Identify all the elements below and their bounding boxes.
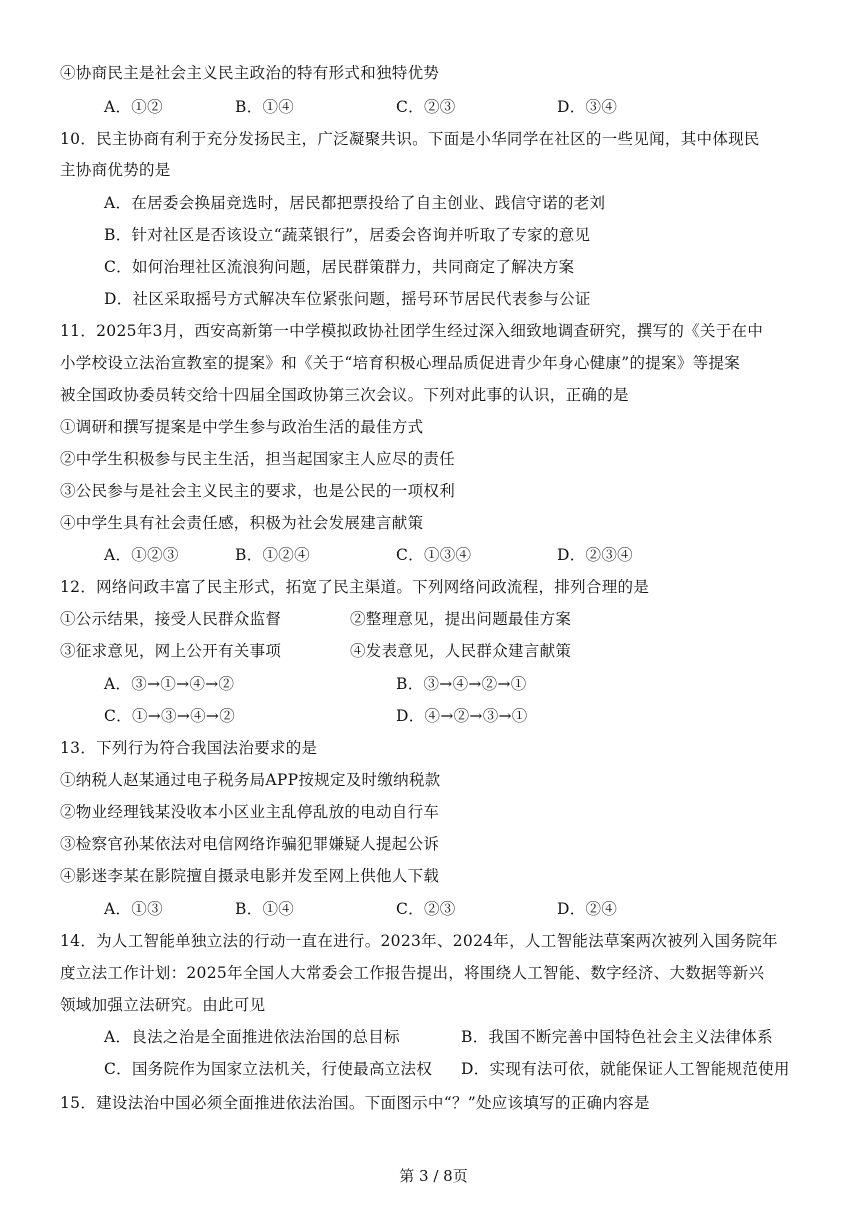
q11-item-2: ②中学生积极参与民主生活，担当起国家主人应尽的责任 (60, 450, 456, 468)
page-number: 第 3 / 8页 (399, 1167, 468, 1185)
q11-item-4: ④中学生具有社会责任感，积极为社会发展建言献策 (60, 514, 424, 532)
q13-option-d: D．②④ (557, 900, 618, 918)
q13-item-2: ②物业经理钱某没收本小区业主乱停乱放的电动自行车 (60, 803, 440, 821)
q12-option-b: B．③→④→②→① (396, 675, 527, 693)
q12-stem: 12．网络问政丰富了民主形式，拓宽了民主渠道。下列网络问政流程，排列合理的是 (60, 578, 650, 596)
q9-item-4: ④协商民主是社会主义民主政治的特有形式和独特优势 (60, 64, 440, 82)
q14-option-d: D．实现有法可依，就能保证人工智能规范使用 (461, 1060, 790, 1078)
q10-stem-line2: 主协商优势的是 (60, 161, 171, 179)
q13-item-4: ④影迷李某在影院擅自摄录电影并发至网上供他人下载 (60, 867, 440, 885)
q13-stem: 13．下列行为符合我国法治要求的是 (60, 739, 318, 757)
q14-option-c: C．国务院作为国家立法机关，行使最高立法权 (104, 1060, 433, 1078)
q11-item-3: ③公民参与是社会主义民主的要求，也是公民的一项权利 (60, 482, 456, 500)
q14-option-a: A．良法之治是全面推进依法治国的总目标 (104, 1028, 400, 1046)
q12-item-4: ④发表意见，人民群众建言献策 (350, 642, 572, 660)
q9-option-a: A．①② (104, 98, 163, 116)
q13-item-1: ①纳税人赵某通过电子税务局APP按规定及时缴纳税款 (60, 771, 441, 789)
q9-option-d: D．③④ (557, 98, 618, 116)
q12-item-2: ②整理意见，提出问题最佳方案 (350, 610, 572, 628)
q10-option-b: B．针对社区是否该设立“蔬菜银行”，居委会咨询并听取了专家的意见 (104, 226, 591, 244)
q13-option-a: A．①③ (104, 900, 163, 918)
q13-option-b: B．①④ (235, 900, 295, 918)
q14-stem-line2: 度立法工作计划：2025年全国人大常委会工作报告提出，将围绕人工智能、数字经济、大数据等新兴 (60, 964, 765, 982)
q15-stem: 15．建设法治中国必须全面推进依法治国。下面图示中“？”处应该填写的正确内容是 (60, 1094, 650, 1112)
q11-option-b: B．①②④ (235, 546, 310, 564)
q12-option-a: A．③→①→④→② (104, 675, 235, 693)
q12-option-c: C．①→③→④→② (104, 707, 236, 725)
q11-option-d: D．②③④ (557, 546, 633, 564)
q11-stem-line3: 被全国政协委员转交给十四届全国政协第三次会议。下列对此事的认识，正确的是 (60, 386, 629, 404)
q10-option-a: A．在居委会换届竞选时，居民都把票投给了自主创业、践信守诺的老刘 (104, 194, 606, 212)
q14-stem-line3: 领域加强立法研究。由此可见 (60, 996, 266, 1014)
q9-option-b: B．①④ (235, 98, 295, 116)
q11-stem-line2: 小学校设立法治宣教室的提案》和《关于“培育积极心理品质促进青少年身心健康”的提案》等提案 (60, 354, 741, 372)
q12-option-d: D．④→②→③→① (396, 707, 528, 725)
q9-option-c: C．②③ (396, 98, 456, 116)
q13-item-3: ③检察官孙某依法对电信网络诈骗犯罪嫌疑人提起公诉 (60, 835, 440, 853)
q10-option-d: D．社区采取摇号方式解决车位紧张问题，摇号环节居民代表参与公证 (104, 290, 591, 308)
q11-option-c: C．①③④ (396, 546, 472, 564)
q14-stem-line1: 14．为人工智能单独立法的行动一直在进行。2023年、2024年，人工智能法草案两次被列入国务院年 (60, 932, 778, 950)
q11-option-a: A．①②③ (104, 546, 179, 564)
q10-stem-line1: 10．民主协商有利于充分发扬民主，广泛凝聚共识。下面是小华同学在社区的一些见闻，其中体现民 (60, 130, 760, 148)
q12-item-1: ①公示结果，接受人民群众监督 (60, 610, 282, 628)
q13-option-c: C．②③ (396, 900, 456, 918)
q11-stem-line1: 11．2025年3月，西安高新第一中学模拟政协社团学生经过深入细致地调查研究，撰写的《关于在中 (60, 322, 764, 340)
q10-option-c: C．如何治理社区流浪狗问题，居民群策群力，共同商定了解决方案 (104, 258, 575, 276)
q12-item-3: ③征求意见，网上公开有关事项 (60, 642, 282, 660)
q14-option-b: B．我国不断完善中国特色社会主义法律体系 (461, 1028, 773, 1046)
q11-item-1: ①调研和撰写提案是中学生参与政治生活的最佳方式 (60, 418, 424, 436)
